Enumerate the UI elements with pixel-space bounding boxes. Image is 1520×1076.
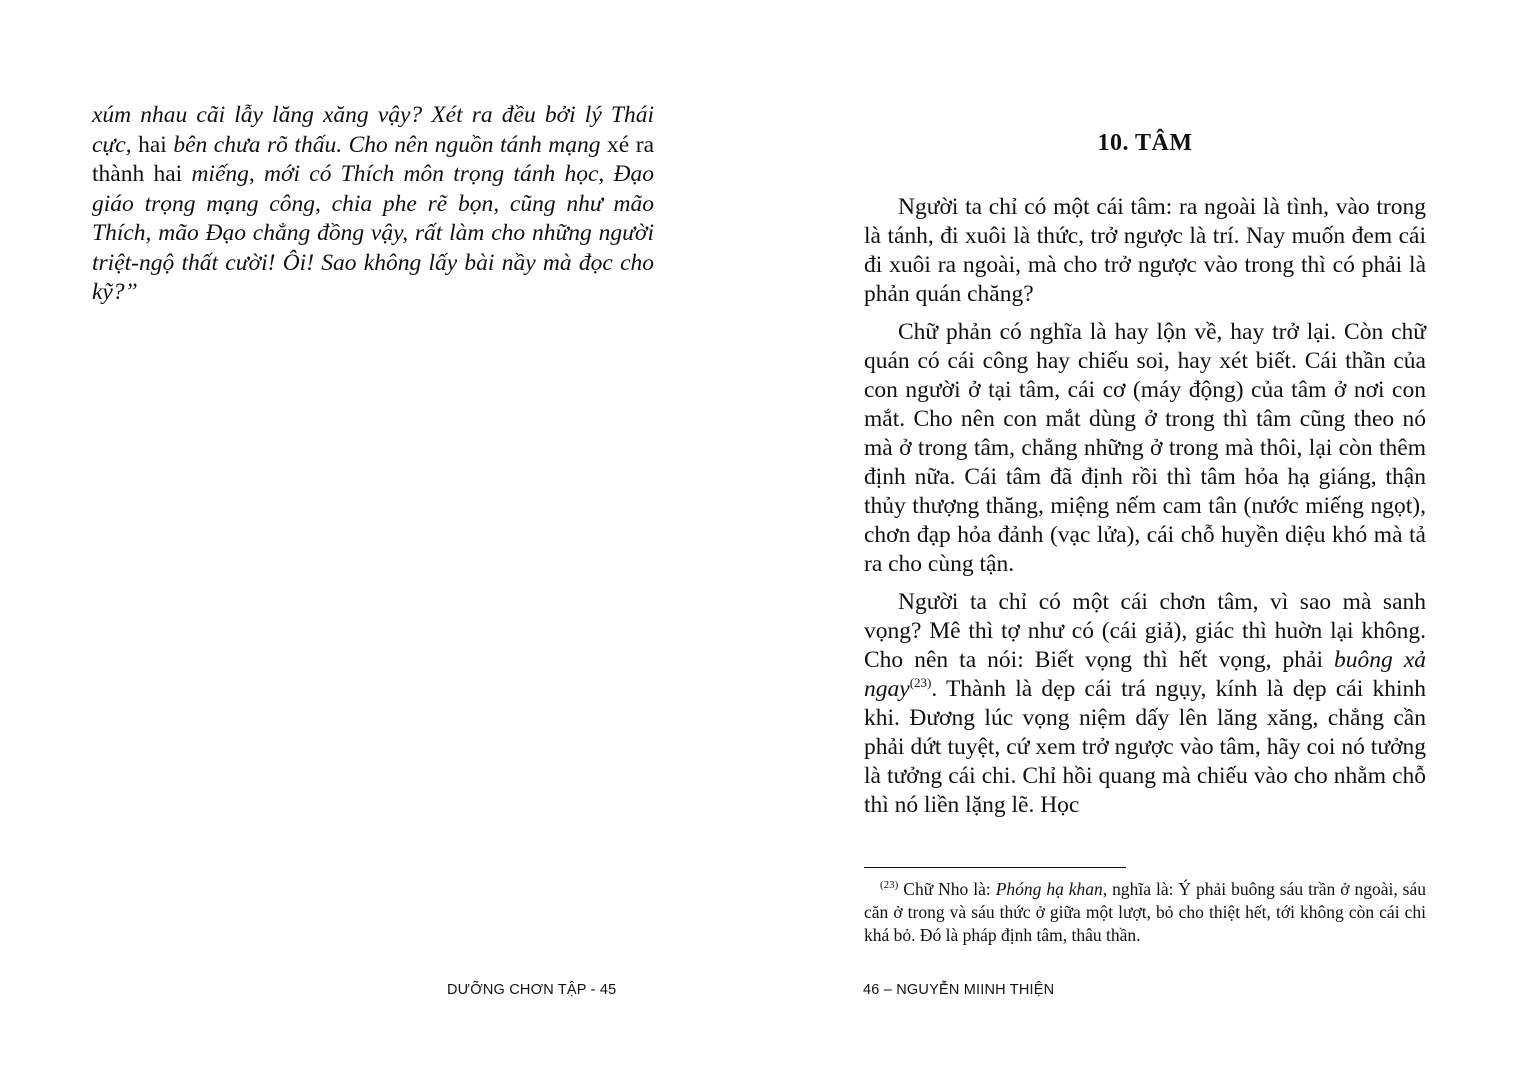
paragraph-text: . Thành là dẹp cái trá ngụy, kính là dẹp cái khinh khi. Đương lúc vọng niệm dấy lên lăng xăng, chẳng cần phải dứt tuyệt, cứ xem trở ngược vào tâm, hãy coi nó tưởng là tưởng cái chi. Chỉ hồi quang mà chiếu vào cho nhằm chỗ thì nó liền lặng lẽ. Học — [864, 676, 1426, 818]
left-page-text — [92, 101, 654, 308]
footnote-reference[interactable]: (23) — [909, 675, 932, 691]
paragraph — [864, 588, 1426, 820]
right-page — [760, 0, 1520, 1076]
text-segment: xé ra thành hai — [92, 131, 654, 187]
italic-phrase: buông xả ngay — [864, 647, 1427, 702]
paragraph: Người ta chỉ có một cái tâm: ra ngoài là tình, vào trong là tánh, đi xuôi là thức, trở ngược là trí. Nay muốn đem cái đi xuôi ra ngoài, mà cho trở ngược vào trong thì có phải là phản quán chăng? — [864, 194, 1426, 307]
text-segment: miếng, mới có Thích môn trọng tánh học, Đạo giáo trọng mạng công, chia phe rẽ bọn, cũng như mão Thích, mão Đạo chẳng đồng vậy, rất làm cho những người triệt-ngộ thất cười! Ôi! Sao không lấy bài nầy mà đọc cho kỹ?” — [92, 161, 655, 305]
paragraph-text: Người ta chỉ có một cái chơn tâm, vì sao mà sanh vọng? Mê thì tợ như có (cái giả), giác thì huờn lại không. Cho nên ta nói: Biết vọng thì hết vọng, phải — [864, 589, 1426, 673]
footnote — [864, 878, 1426, 947]
text-segment: bên chưa rõ thấu. Cho nên nguồn tánh mạng — [166, 131, 608, 158]
chapter-body — [864, 193, 1426, 829]
footnote-text: , nghĩa là: Ý phải buông sáu trần ở ngoài, sáu căn ở trong và sáu thức ở giữa một lượt, bỏ cho thiệt hết, tới không còn cái chi khá bỏ. Đó là pháp định tâm, thâu thần. — [864, 879, 1426, 945]
text-segment: xúm nhau cãi lẫy lăng xăng vậy? Xét ra đều bởi lý Thái cực, — [92, 102, 654, 158]
paragraph: Chữ phản có nghĩa là hay lộn về, hay trở lại. Còn chữ quán có cái công hay chiếu soi, hay xét biết. Cái thần của con người ở tại tâm, cái cơ (máy động) của tâm ở nơi con mắt. Cho nên con mắt dùng ở trong thì tâm cũng theo nó mà ở trong tâm, chẳng những ở trong mà thôi, lại còn thêm định nữa. Cái tâm đã định rồi thì tâm hỏa hạ giáng, thận thủy thượng thăng, miệng nếm cam tân (nước miếng ngọt), chơn đạp hỏa đảnh (vạc lửa), cái chỗ huyền diệu khó mà tả ra cho cùng tận. — [864, 319, 1426, 577]
text-segment: hai — [138, 131, 167, 158]
footnote-number: (23) — [880, 879, 899, 892]
chapter-title: 10. TÂM — [1097, 130, 1193, 156]
footnote-text: Chữ Nho là: — [898, 879, 996, 899]
footnote-italic: Phóng hạ khan — [995, 879, 1103, 899]
page-footer-right: 46 – NGUYỄN MIINH THIỆN — [863, 982, 1055, 998]
footnote-divider — [864, 867, 1126, 868]
page-footer-left: DƯỠNG CHƠN TẬP - 45 — [447, 982, 617, 998]
